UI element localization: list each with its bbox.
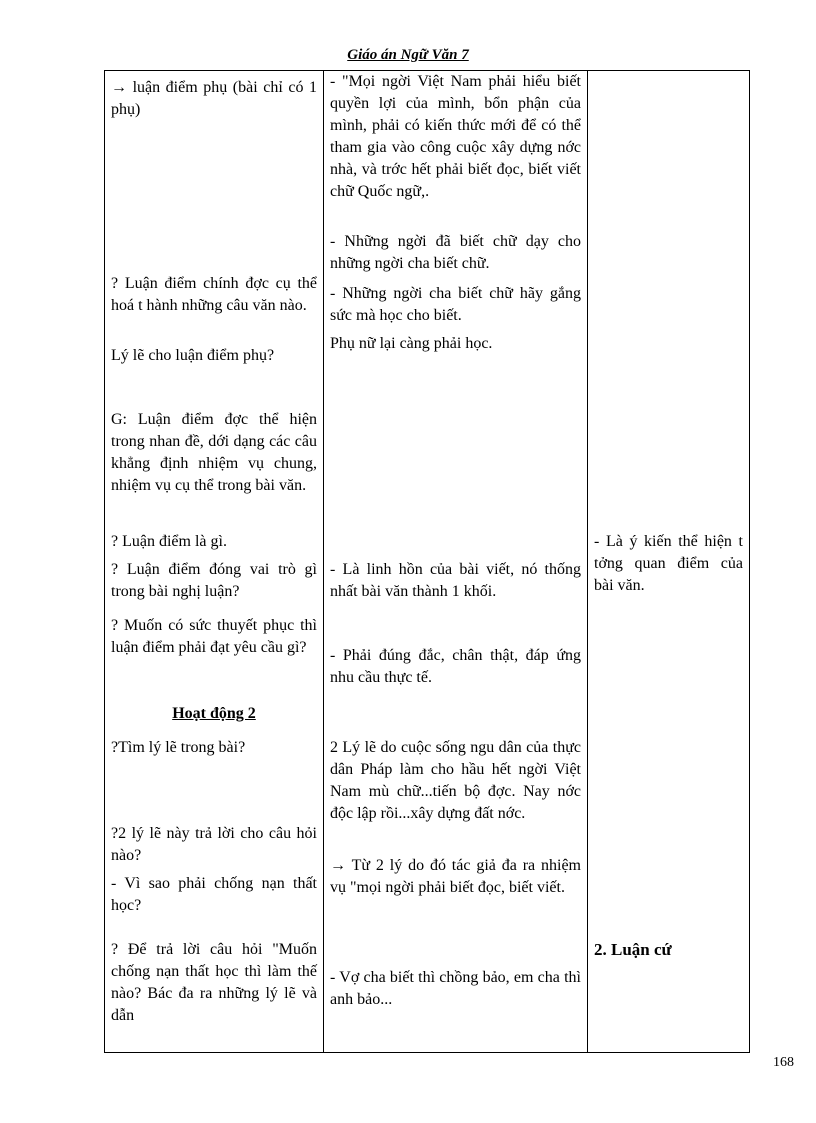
cell-text: ?2 lý lẽ này trả lời cho câu hỏi nào? (111, 825, 317, 864)
cell-text: 2 Lý lẽ do cuộc sống ngu dân của thực dân Pháp làm cho hầu hết ngời Việt Nam mù chữ...tiến bộ đợc. Nay nớc độc lập rồi...xây dựng đất nớc. (330, 739, 581, 822)
column-divider (587, 71, 588, 1052)
section-heading: 2. Luận cứ (594, 940, 672, 959)
cell-text: → Từ 2 lý do đó tác giả đa ra nhiệm vụ "mọi ngời phải biết đọc, biết viết. (330, 857, 581, 896)
cell-text: G: Luận điểm đợc thể hiện trong nhan đề, dới dạng các câu khẳng định nhiệm vụ chung, nhiệm vụ cụ thể trong bài văn. (111, 411, 317, 494)
cell-text: ? Để trả lời câu hỏi "Muốn chống nạn thất học thì làm thế nào? Bác đa ra những lý lẽ và dẫn (111, 941, 317, 1024)
cell-text: - Những ngời cha biết chữ hãy gắng sức mà học cho biết. (330, 285, 581, 324)
cell-text: - Là ý kiến thể hiện t tởng quan điểm của bài văn. (594, 533, 743, 594)
cell-text: - Phải đúng đắc, chân thật, đáp ứng nhu cầu thực tế. (330, 647, 581, 686)
teacher-column (105, 71, 323, 1024)
cell-text: → luận điểm phụ (bài chỉ có 1 phụ) (111, 79, 317, 118)
cell-text: ? Luận điểm chính đợc cụ thể hoá t hành những câu văn nào. (111, 275, 317, 314)
column-divider (323, 71, 324, 1052)
page-number: 168 (773, 1055, 794, 1070)
cell-text: - "Mọi ngời Việt Nam phải hiểu biết quyền lợi của mình, bổn phận của mình, phải có kiến thức mới để có thể tham gia vào công cuộc xây dựng nớc nhà, và trớc hết phải biết đọc, biết viết chữ Quốc ngữ,. (330, 73, 581, 200)
cell-text: ?Tìm lý lẽ trong bài? (111, 739, 246, 756)
cell-text: - Là linh hồn của bài viết, nó thống nhất bài văn thành 1 khối. (330, 561, 581, 600)
page-header: Giáo án Ngữ Văn 7 (347, 47, 469, 63)
cell-text: - Vì sao phải chống nạn thất học? (111, 875, 317, 914)
cell-text: - Vợ cha biết thì chồng bảo, em cha thì anh bảo... (330, 969, 581, 1008)
cell-text: ? Luận điểm là gì. (111, 533, 227, 550)
cell-text: ? Muốn có sức thuyết phục thì luận điểm phải đạt yêu cầu gì? (111, 617, 317, 656)
cell-text: - Những ngời đã biết chữ dạy cho những ngời cha biết chữ. (330, 233, 581, 272)
content-column (324, 71, 587, 1008)
cell-text: Phụ nữ lại càng phải học. (330, 335, 493, 352)
cell-text: Lý lẽ cho luận điểm phụ? (111, 347, 275, 364)
section-heading: Hoạt động 2 (172, 705, 256, 722)
lesson-table (104, 70, 750, 1053)
cell-text: ? Luận điểm đóng vai trò gì trong bài nghị luận? (111, 561, 317, 600)
